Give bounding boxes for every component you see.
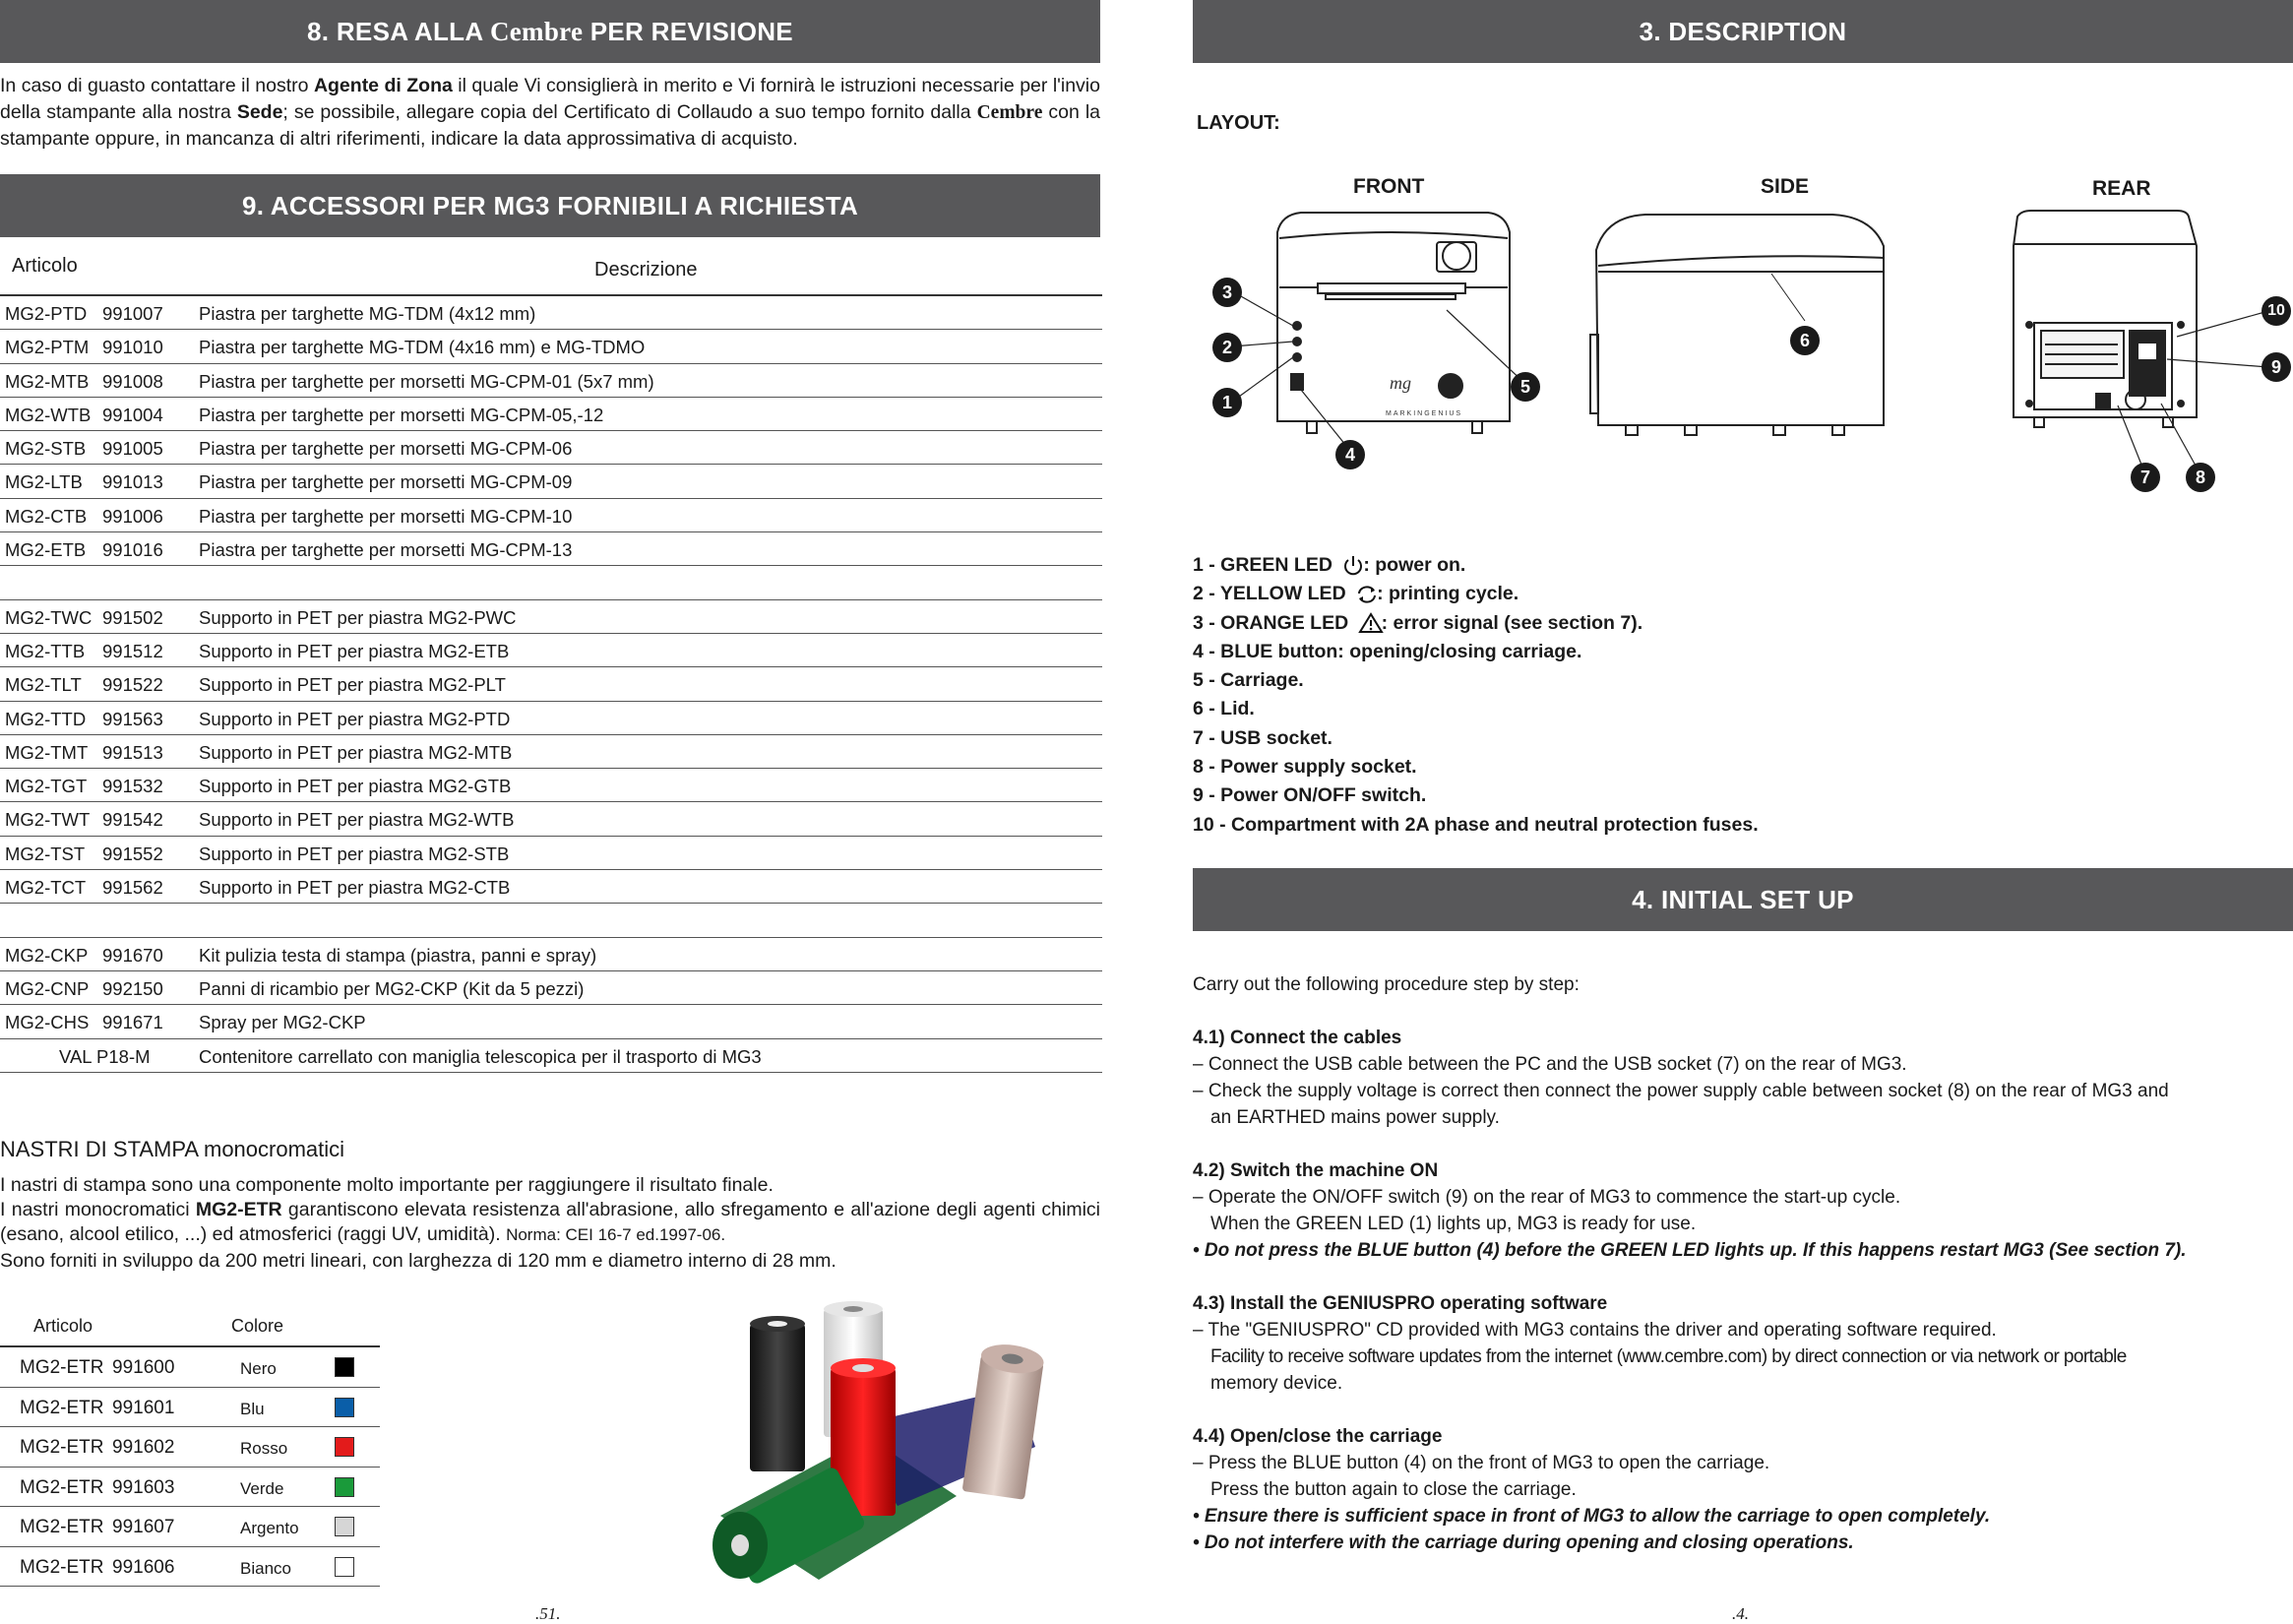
left-page: [0, 0, 1102, 1621]
ribbons-rows: [0, 1347, 380, 1587]
row-num: 991606: [112, 1556, 175, 1578]
row-num: 991005: [102, 438, 163, 460]
step-4-2-heading: 4.2) Switch the machine ON: [1193, 1160, 1439, 1181]
row-num: 991513: [102, 741, 163, 763]
row-color: Argento: [240, 1519, 299, 1537]
step-4-1-heading: 4.1) Connect the cables: [1193, 1028, 1402, 1048]
row-code: MG2-TWC: [5, 606, 93, 628]
table-row: [0, 1427, 380, 1468]
row-desc: Supporto in PET per piastra MG2-GTB: [199, 776, 512, 797]
note-interfere: • Do not interfere with the carriage during opening and closing operations.: [1193, 1532, 1854, 1553]
row-desc: Supporto in PET per piastra MG2-PLT: [199, 674, 506, 696]
row-code: VAL P18-M: [59, 1045, 151, 1067]
callout-4: 4: [1335, 440, 1365, 469]
row-num: 991600: [112, 1357, 175, 1378]
ribbons-text: I nastri di stampa sono una componente molto importante per raggiungere il risultato finale. I nastri monocromatici MG2-ETR garantiscono elevata resistenza all'abrasione, allo sfregamento e all'azione degli agenti chimici (esano, alcool etilico, ...) ed atmosferici (raggi UV, umidità). Norma: CEI 16-7 ed.1997-06. Sono forniti in sviluppo da 200 metri lineari, con larghezza di 120 mm e diametro interno di 28 mm.: [0, 1174, 1100, 1272]
desc-item-1: 1 - GREEN LED : power on.: [1193, 554, 1466, 576]
callout-7: 7: [2131, 463, 2160, 492]
row-desc: Supporto in PET per piastra MG2-PTD: [199, 708, 511, 729]
table-row: [0, 499, 1102, 532]
table-row: [0, 837, 1102, 870]
table-row: [0, 1388, 380, 1428]
col-colore: Colore: [231, 1316, 284, 1336]
desc-item-4: 4 - BLUE button: opening/closing carriage.: [1193, 640, 1582, 662]
table-row: [0, 870, 1102, 904]
table-row: [0, 971, 1102, 1005]
table-row: [0, 465, 1102, 498]
callout-9: 9: [2262, 352, 2291, 382]
row-color: Bianco: [240, 1558, 291, 1578]
table-row: [0, 802, 1102, 836]
row-code: MG2-MTB: [5, 370, 90, 392]
row-desc: Piastra per targhette per morsetti MG-CPM-05,-12: [199, 404, 604, 425]
table-row: [0, 667, 1102, 701]
norma: Norma: CEI 16-7 ed.1997-06.: [506, 1225, 726, 1244]
desc-item-8: 8 - Power supply socket.: [1193, 756, 1417, 779]
table-row: [0, 296, 1102, 330]
row-code: MG2-ETR: [20, 1437, 104, 1458]
row-num: 991602: [112, 1437, 175, 1458]
desc-item-5: 5 - Carriage.: [1193, 669, 1304, 692]
setup-steps: Carry out the following procedure step by step: 4.1) Connect the cables – Connect the USB cable between the PC and the USB socket (7) on the rear of MG3. – Check the supply voltage is correct then connect the power supply cable between socket (8) on the rear of MG3 and an EARTHED mains power supply. 4.2) Switch the machine ON – Operate the ON/OFF switch (9) on the rear of MG3 to commence the start-up cycle. When the GREEN LED (1) lights up, MG3 is ready for use. • Do not press the BLUE button (4) before the GREEN LED lights up. If this happens restart MG3 (See section 7). 4.3) Install the GENIUSPRO operating software – The "GENIUSPRO" CD provided with MG3 contains the driver and operating software required. Facility to receive software updates from the internet (www.cembre.com) by direct connection or via network or portable memory device. 4.4) Open/close the carriage – Press the BLUE button (4) on the front of MG3 to open the carriage. Press the button again to close the carriage. • Ensure there is sufficient space in front of MG3 to allow the carriage to open completely. • Do not interfere with the carriage during opening and closing operations.: [1193, 971, 2293, 1556]
table-row: [0, 566, 1102, 599]
printer-rear-view: [2014, 211, 2197, 427]
col-articolo: Articolo: [12, 255, 78, 277]
table-row: [0, 1507, 380, 1547]
section-8-rest: PER REVISIONE: [583, 16, 793, 46]
row-desc: Supporto in PET per piastra MG2-MTB: [199, 741, 513, 763]
sede: Sede: [236, 101, 283, 123]
table-row: [0, 769, 1102, 802]
ribbon-rolls-photo: [701, 1299, 1094, 1585]
svg-text:mg: mg: [1390, 373, 1411, 393]
section-9-banner: [0, 174, 1100, 237]
callout-6: 6: [1790, 326, 1820, 355]
row-num: 991007: [102, 303, 163, 324]
desc-item-2: 2 - YELLOW LED : printing cycle.: [1193, 583, 1519, 605]
col-articolo: Articolo: [33, 1316, 93, 1336]
section-3-title: 3. DESCRIPTION: [1639, 16, 1847, 46]
table-row: [0, 634, 1102, 667]
row-desc: Piastra per targhette MG-TDM (4x16 mm) e MG-TDMO: [199, 337, 646, 358]
warning-icon: [1358, 612, 1384, 634]
color-swatch: [335, 1517, 354, 1536]
callout-3: 3: [1212, 278, 1242, 307]
label-rear: REAR: [2092, 177, 2151, 200]
table-row-val: [0, 1039, 1102, 1073]
printer-front-view: [1277, 213, 1510, 433]
row-desc: Supporto in PET per piastra MG2-STB: [199, 843, 510, 864]
table-row: [0, 1468, 380, 1508]
right-page: [1193, 0, 2293, 1621]
row-num: 991010: [102, 337, 163, 358]
row-code: MG2-PTM: [5, 337, 90, 358]
section-3-banner: [1193, 0, 2293, 63]
row-code: MG2-ETB: [5, 539, 87, 561]
section-4-title: 4. INITIAL SET UP: [1632, 884, 1854, 914]
callout-5: 5: [1511, 372, 1540, 402]
row-num: 991552: [102, 843, 163, 864]
row-code: MG2-TLT: [5, 674, 82, 696]
row-code: MG2-ETR: [20, 1357, 104, 1378]
table-row: [0, 1547, 380, 1588]
table-row: [0, 735, 1102, 769]
row-code: MG2-TCT: [5, 877, 87, 899]
desc-item-3: 3 - ORANGE LED : error signal (see section 7).: [1193, 611, 1643, 634]
row-code: MG2-ETR: [20, 1476, 104, 1498]
table-row: [0, 702, 1102, 735]
row-num: 991004: [102, 404, 163, 425]
row-desc: Contenitore carrellato con maniglia telescopica per il trasporto di MG3: [199, 1045, 762, 1067]
section-8-number: 8. RESA ALLA: [307, 16, 490, 46]
page-number-left: .51.: [535, 1604, 561, 1623]
step-4-3-heading: 4.3) Install the GENIUSPRO operating software: [1193, 1293, 1608, 1314]
ribbons-table-header: [0, 1302, 380, 1347]
cembre-brand: Cembre: [489, 16, 584, 46]
row-desc: Supporto in PET per piastra MG2-PWC: [199, 606, 517, 628]
callout-10: 10: [2262, 296, 2291, 326]
row-desc: Piastra per targhette MG-TDM (4x12 mm): [199, 303, 536, 324]
row-num: 991016: [102, 539, 163, 561]
color-swatch: [335, 1398, 354, 1417]
row-desc: Piastra per targhette per morsetti MG-CPM-06: [199, 438, 573, 460]
table-row: [0, 904, 1102, 937]
row-code: MG2-TST: [5, 843, 86, 864]
section-8-banner: [0, 0, 1100, 63]
table-row: [0, 600, 1102, 634]
row-code: MG2-LTB: [5, 471, 83, 493]
table-row: [0, 1347, 380, 1388]
row-num: 991502: [102, 606, 163, 628]
row-desc: Supporto in PET per piastra MG2-ETB: [199, 640, 510, 661]
row-num: 991512: [102, 640, 163, 661]
row-desc: Piastra per targhette per morsetti MG-CPM-10: [199, 505, 573, 527]
row-num: 991532: [102, 776, 163, 797]
row-desc: Spray per MG2-CKP: [199, 1012, 366, 1033]
row-num: 991562: [102, 877, 163, 899]
agente-di-zona: Agente di Zona: [313, 75, 453, 96]
row-desc: Piastra per targhette per morsetti MG-CPM-13: [199, 539, 573, 561]
table-row: [0, 1005, 1102, 1038]
row-num: 991522: [102, 674, 163, 696]
description-list: [1193, 551, 1759, 840]
row-code: MG2-TMT: [5, 741, 89, 763]
col-descrizione: Descrizione: [594, 259, 698, 281]
row-code: MG2-CHS: [5, 1012, 90, 1033]
svg-text:MARKINGENIUS: MARKINGENIUS: [1386, 410, 1463, 417]
step-4-4-heading: 4.4) Open/close the carriage: [1193, 1426, 1443, 1447]
row-code: MG2-CNP: [5, 977, 90, 999]
row-code: MG2-WTB: [5, 404, 92, 425]
ribbons-title: NASTRI DI STAMPA monocromatici: [0, 1137, 345, 1161]
row-num: 991006: [102, 505, 163, 527]
callout-1: 1: [1212, 388, 1242, 417]
row-code: MG2-STB: [5, 438, 87, 460]
row-color: Nero: [240, 1359, 277, 1378]
row-desc: Piastra per targhette per morsetti MG-CPM-01 (5x7 mm): [199, 370, 654, 392]
row-num: 991607: [112, 1517, 175, 1537]
setup-intro: Carry out the following procedure step by step:: [1193, 974, 1580, 995]
row-code: MG2-TWT: [5, 809, 91, 831]
row-num: 991542: [102, 809, 163, 831]
row-code: MG2-TTD: [5, 708, 87, 729]
row-color: Rosso: [240, 1439, 288, 1458]
table-row: [0, 938, 1102, 971]
color-swatch: [335, 1357, 354, 1377]
row-color: Verde: [240, 1478, 284, 1498]
section-4-banner: [1193, 868, 2293, 931]
color-swatch: [335, 1477, 354, 1497]
row-code: MG2-ETR: [20, 1556, 104, 1578]
note-space: • Ensure there is sufficient space in front of MG3 to allow the carriage to open completely.: [1193, 1506, 1991, 1527]
table-row: [0, 532, 1102, 566]
row-num: 991008: [102, 370, 163, 392]
desc-item-7: 7 - USB socket.: [1193, 726, 1332, 749]
power-icon: [1341, 554, 1365, 578]
row-desc: Supporto in PET per piastra MG2-WTB: [199, 809, 515, 831]
cycle-icon: [1355, 584, 1379, 605]
row-num: 991013: [102, 471, 163, 493]
table-row: [0, 431, 1102, 465]
callout-2: 2: [1212, 333, 1242, 362]
row-code: MG2-TGT: [5, 776, 88, 797]
row-desc: Kit pulizia testa di stampa (piastra, panni e spray): [199, 944, 597, 966]
row-code: MG2-CKP: [5, 944, 89, 966]
row-num: 991563: [102, 708, 163, 729]
row-color: Blu: [240, 1399, 265, 1418]
section-9-title: 9. ACCESSORI PER MG3 FORNIBILI A RICHIESTA: [241, 190, 859, 220]
desc-item-9: 9 - Power ON/OFF switch.: [1193, 784, 1427, 807]
row-num: 991670: [102, 944, 163, 966]
page-number-right: .4.: [1732, 1604, 1749, 1623]
desc-item-6: 6 - Lid.: [1193, 698, 1255, 720]
accessories-table-header: [0, 237, 1102, 296]
row-code: MG2-ETR: [20, 1397, 104, 1418]
warning-note-green-led: • Do not press the BLUE button (4) before the GREEN LED lights up. If this happens restart MG3 (See section 7).: [1193, 1240, 2187, 1261]
row-desc: Piastra per targhette per morsetti MG-CPM-09: [199, 471, 573, 493]
printer-side-view: [1590, 215, 1884, 435]
accessories-rows: [0, 296, 1102, 1039]
cembre-brand-inline: Cembre: [976, 102, 1043, 123]
row-num: 991601: [112, 1397, 175, 1418]
color-swatch: [335, 1557, 354, 1577]
table-row: [0, 330, 1102, 363]
label-front: FRONT: [1353, 175, 1425, 198]
accessories-table: [0, 237, 1102, 1073]
row-desc: Supporto in PET per piastra MG2-CTB: [199, 877, 511, 899]
callout-8: 8: [2186, 463, 2215, 492]
ribbon-code: MG2-ETR: [195, 1199, 282, 1220]
row-num: 991671: [102, 1012, 163, 1033]
section-8-text: In caso di guasto contattare il nostro Agente di Zona il quale Vi consiglierà in merito e Vi fornirà le istruzioni necessarie per l'invio della stampante alla nostra Sede; se possibile, allegare copia del Certificato di Collaudo a suo tempo fornito dalla Cembre con la stampante oppure, in mancanza di altri riferimenti, indicare la data approssimativa di acquisto.: [0, 75, 1100, 150]
label-side: SIDE: [1761, 175, 1810, 198]
layout-label: LAYOUT:: [1197, 112, 1280, 134]
row-num: 992150: [102, 977, 163, 999]
desc-item-10: 10 - Compartment with 2A phase and neutral protection fuses.: [1193, 813, 1759, 836]
row-code: MG2-PTD: [5, 303, 88, 324]
row-num: 991603: [112, 1476, 175, 1498]
ribbons-table: [0, 1302, 380, 1587]
table-row: [0, 364, 1102, 398]
row-desc: Panni di ricambio per MG2-CKP (Kit da 5 pezzi): [199, 977, 585, 999]
row-code: MG2-CTB: [5, 505, 88, 527]
table-row: [0, 398, 1102, 431]
color-swatch: [335, 1437, 354, 1457]
row-code: MG2-ETR: [20, 1517, 104, 1537]
row-code: MG2-TTB: [5, 640, 86, 661]
